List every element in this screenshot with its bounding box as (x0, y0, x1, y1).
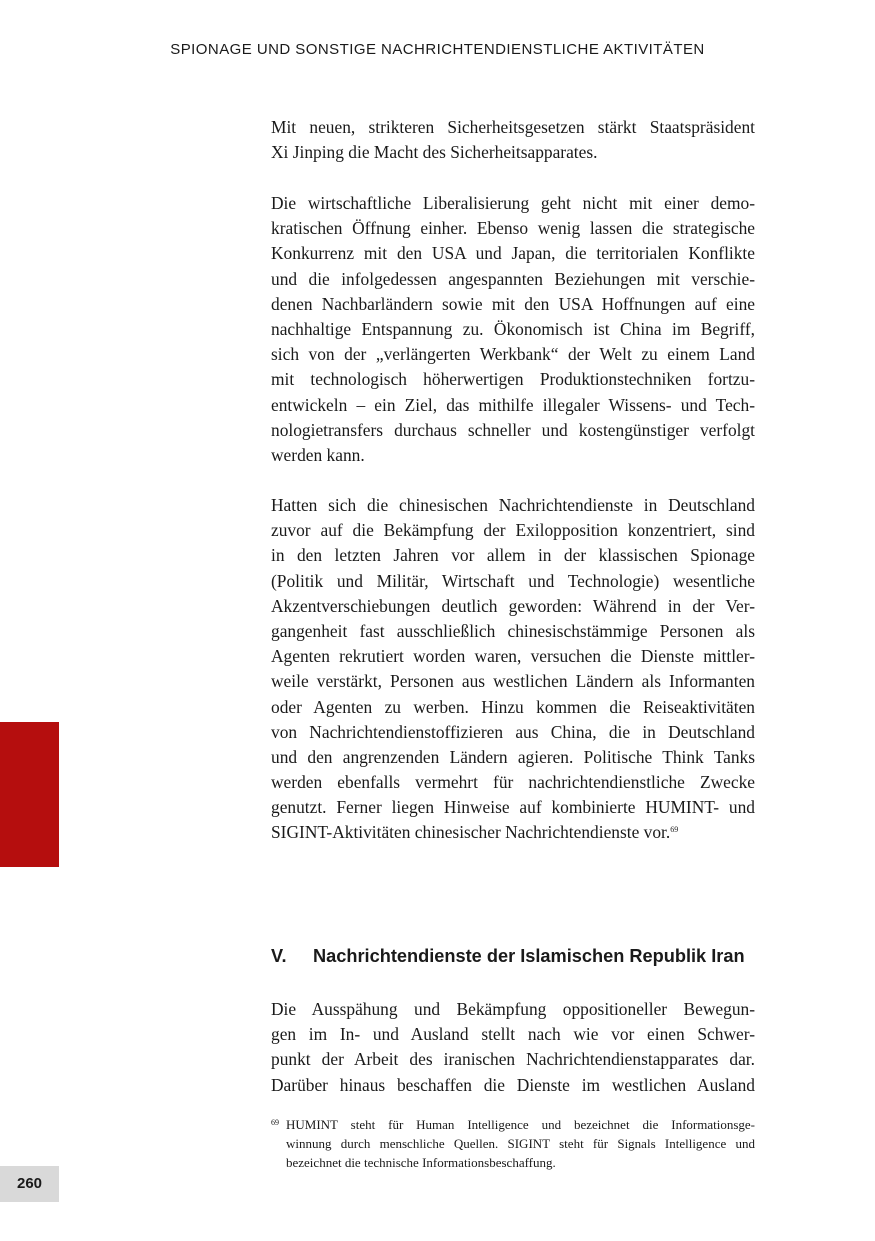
text-line: von Nachrichtendienstoffizieren aus China, die in Deutschland (271, 721, 755, 742)
chapter-tab-marker (0, 722, 59, 867)
page-number: 260 (0, 1166, 59, 1202)
text-line: Die wirtschaftliche Liberalisierung geht nicht mit einer demo- (271, 193, 755, 213)
text-line: Konkurrenz mit den USA und Japan, die territorialen Konflikte (271, 243, 755, 264)
text-line: Agenten rekrutiert worden waren, versuchen die Dienste mittler- (271, 646, 755, 667)
text-line: oder Agenten zu werben. Hinzu kommen die Reiseaktivitäten (271, 696, 755, 717)
paragraph-2 (271, 191, 755, 468)
text-line: und die infolgedessen angespannten Beziehungen mit verschie- (271, 268, 755, 289)
text-line: denen Nachbarländern sowie mit den USA Hoffnungen auf eine (271, 293, 755, 314)
text-line: und den angrenzenden Ländern agieren. Politische Think Tanks (271, 746, 755, 767)
footnote-reference[interactable]: 69 (670, 825, 679, 835)
paragraph-4 (271, 997, 755, 1098)
footnote (271, 1115, 755, 1172)
text-line: gen im In- und Ausland stellt nach wie vor einen Schwer- (271, 1024, 755, 1045)
running-head: SPIONAGE UND SONSTIGE NACHRICHTENDIENSTLICHE AKTIVITÄTEN (170, 41, 705, 58)
paragraph-1 (271, 115, 755, 165)
text-line: Akzentverschiebungen deutlich geworden: Während in der Ver- (271, 595, 755, 616)
text-line: Darüber hinaus beschaffen die Dienste im westlichen Ausland (271, 1074, 755, 1095)
text-line: werden ebenfalls vermehrt für nachrichtendienstliche Zwecke (271, 772, 755, 793)
footnote-body (286, 1115, 755, 1172)
section-number: V. (271, 946, 287, 966)
text-line: punkt der Arbeit des iranischen Nachrichtendienstapparates dar. (271, 1049, 755, 1070)
text-line: (Politik und Militär, Wirtschaft und Technologie) wesentliche (271, 570, 755, 591)
text-line: weile verstärkt, Personen aus westlichen Ländern als Informanten (271, 671, 755, 692)
text-line: entwickeln – ein Ziel, das mithilfe illegaler Wissens- und Tech- (271, 394, 755, 415)
text-line: gangenheit fast ausschließlich chinesischstämmige Personen als (271, 620, 755, 641)
text-line: nachhaltige Entspannung zu. Ökonomisch ist China im Begriff, (271, 318, 755, 339)
text-line: nologietransfers durchaus schneller und kostengünstiger verfolgt (271, 419, 755, 440)
section-title: Nachrichtendienste der Islamischen Republik Iran (313, 946, 745, 966)
text-line: zuvor auf die Bekämpfung der Exilopposition konzentriert, sind (271, 520, 755, 541)
text-line: Die Ausspähung und Bekämpfung oppositioneller Bewegun- (271, 999, 755, 1019)
text-line: Xi Jinping die Macht des Sicherheitsapparates. (271, 142, 598, 163)
footnote-line: HUMINT steht für Human Intelligence und bezeichnet die Informationsge- (286, 1117, 755, 1132)
footnote-marker: 69 (271, 1118, 279, 1127)
text-line: sich von der „verlängerten Werkbank“ der Welt zu einem Land (271, 344, 755, 365)
text-line: Hatten sich die chinesischen Nachrichtendienste in Deutschland (271, 495, 755, 515)
section-heading (271, 946, 771, 967)
footnote-line: bezeichnet die technische Informationsbeschaffung. (286, 1155, 556, 1170)
paragraph-3 (271, 493, 755, 846)
text-line: werden kann. (271, 444, 365, 465)
text-line-last (271, 820, 755, 845)
text-line: genutzt. Ferner liegen Hinweise auf kombinierte HUMINT- und (271, 797, 755, 818)
text-line: SIGINT-Aktivitäten chinesischer Nachrichtendienste vor. (271, 822, 671, 843)
text-line: mit technologisch höherwertigen Produktionstechniken fortzu- (271, 369, 755, 390)
text-line: kratischen Öffnung einher. Ebenso wenig lassen die strategische (271, 218, 755, 239)
footnote-line: winnung durch menschliche Quellen. SIGINT steht für Signals Intelligence und (286, 1136, 755, 1151)
text-line: Mit neuen, strikteren Sicherheitsgesetzen stärkt Staatspräsident (271, 117, 755, 137)
text-line: in den letzten Jahren vor allem in der klassischen Spionage (271, 545, 755, 566)
